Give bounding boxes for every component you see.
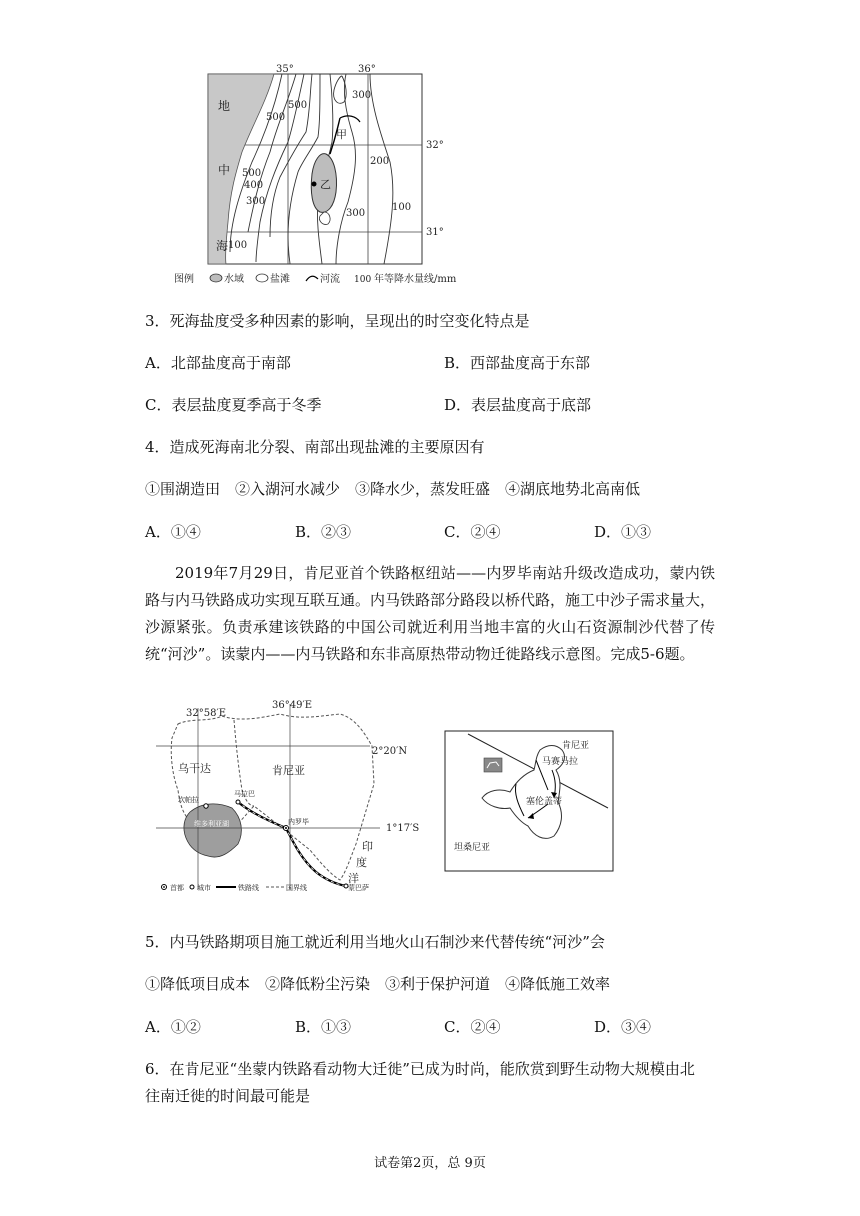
city-label-mombasa: 蒙巴萨 [348,884,369,892]
q5-option-b: B．①③ [295,1018,352,1036]
isoline-label: 300 [352,90,372,101]
map2-lat-label-1: 2°20′N [372,746,408,757]
city-label-nairobi: 内罗毕 [288,818,309,826]
ocean-label-3: 洋 [348,872,359,885]
kenya-railway-map [150,694,420,894]
page-footer: 试卷第2页，总 9页 [374,1156,486,1171]
place-label-jia: 甲 [336,128,347,141]
q3-stem: 3．死海盐度受多种因素的影响，呈现出的时空变化特点是 [145,312,530,330]
legend-border: 国界线 [286,884,307,892]
side-label-di: 地 [218,99,231,113]
passage-text: 2019年7月29日，肯尼亚首个铁路枢纽站——内罗毕南站升级改造成功，蒙内铁路与内马铁路成功实现互联互通。内马铁路部分路段以桥代路，施工中沙子需求量大，沙源紧张。负责承建该铁路的中国公司就近利用当地丰富的火山石资源制沙代替了传统“河沙”。读蒙内——内马铁路和东非高原热带动物迁徙路线示意图。完成5-6题。 [145,564,716,663]
isoline-label: 100 [392,202,412,213]
place-label-yi: 乙 [320,178,331,191]
map2-lon-label-1: 32°58′E [186,708,227,719]
migration-label-serengeti: 塞伦盖蒂 [526,797,563,807]
q5-items: ①降低项目成本 ②降低粉尘污染 ③利于保护河道 ④降低施工效率 [145,975,611,993]
kenya-railway-map-svg [150,694,420,894]
legend-item-river: 河流 [320,274,340,285]
q4-option-a: A．①④ [145,523,201,541]
lake-label: 维多利亚湖 [194,820,229,828]
q3-option-b: B．西部盐度高于东部 [444,354,591,372]
q5-stem: 5．内马铁路期项目施工就近利用当地火山石制沙来代替传统“河沙”会 [145,933,605,951]
dead-sea-map [170,62,470,292]
lat-label-31: 31° [426,227,444,238]
legend-title: 图例 [174,274,194,285]
legend-railway: 铁路线 [238,884,259,892]
q4-stem: 4．造成死海南北分裂、南部出现盐滩的主要原因有 [145,438,485,456]
q5-option-d: D．③④ [594,1018,652,1036]
dead-sea-map-svg [170,62,470,292]
lat-label-32: 32° [426,140,444,151]
isoline-label: 200 [370,156,390,167]
country-label-uganda: 乌干达 [178,762,211,775]
isoline-label: 100 [228,240,248,251]
map2-lon-label-2: 36°49′E [272,700,313,711]
migration-map [444,730,614,872]
city-label-kampala: 坎帕拉 [178,796,199,804]
side-label-zhong: 中 [218,163,231,177]
isoline-label: 500 [266,112,286,123]
q3-option-d: D．表层盐度高于底部 [444,396,592,414]
isoline-label: 400 [244,180,264,191]
q4-items: ①围湖造田 ②入湖河水减少 ③降水少，蒸发旺盛 ④湖底地势北高南低 [145,480,641,498]
q4-option-b: B．②③ [295,523,352,541]
ocean-label-1: 印 [362,840,373,853]
map2-lat-label-2: 1°17′S [386,823,420,834]
q4-option-d: D．①③ [594,523,652,541]
q3-option-a: A．北部盐度高于南部 [145,354,291,372]
migration-label-kenya: 肯尼亚 [562,741,590,751]
water-legend-swatch [210,274,222,282]
q3-option-c: C．表层盐度夏季高于冬季 [145,396,322,414]
q5-option-c: C．②④ [444,1018,501,1036]
isoline-label: 300 [246,196,266,207]
salt-legend-swatch [256,274,268,282]
q5-option-a: A．①② [145,1018,201,1036]
migration-map-svg [444,730,614,872]
q4-option-c: C．②④ [444,523,501,541]
legend-item-water: 水域 [224,274,244,285]
city-label-malaba: 马拉巴 [234,790,255,798]
legend-isoline-sample: 100 [354,275,372,285]
isoline-label: 500 [288,100,308,111]
migration-label-tanzania: 坦桑尼亚 [454,843,491,853]
wildebeest-icon [484,758,502,772]
river-legend-swatch [306,276,318,281]
legend-item-isoline: 年等降水量线/mm [374,274,457,285]
legend-item-salt: 盐滩 [270,274,290,285]
q6-stem-line1: 6．在肯尼亚“坐蒙内铁路看动物大迁徙”已成为时尚，能欣赏到野生动物大规模由北 [145,1060,695,1078]
q6-stem-line2: 往南迁徙的时间最可能是 [145,1087,311,1105]
legend-capital: 首都 [170,884,184,892]
legend-city: 城市 [197,884,211,892]
migration-label-masai-mara: 马赛马拉 [542,757,579,767]
isoline-label: 500 [242,168,262,179]
lon-label-35: 35° [276,64,294,75]
isoline-label: 300 [346,208,366,219]
ocean-label-2: 度 [356,856,367,869]
lon-label-36: 36° [358,64,376,75]
country-label-kenya: 肯尼亚 [272,764,305,777]
city-legend-icon [190,885,194,889]
side-label-hai: 海 [216,239,229,253]
